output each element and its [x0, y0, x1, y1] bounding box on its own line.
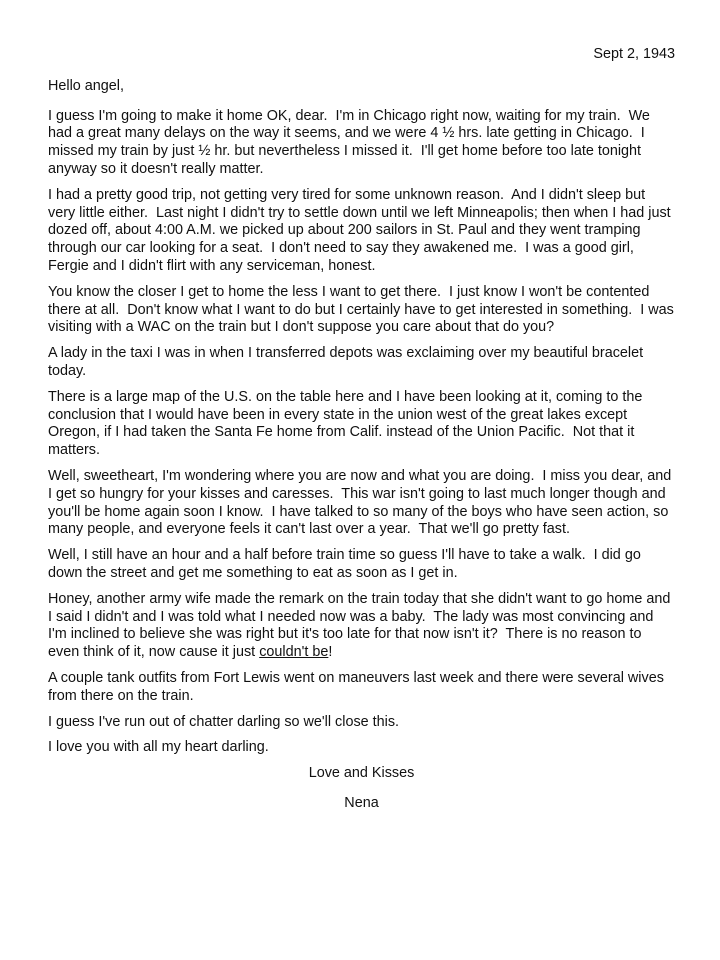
paragraph: I guess I've run out of chatter darling so we'll close this.: [48, 713, 400, 730]
paragraph-text: Honey, another army wife made the remark on the train today that she didn't want to go home and I said I didn't and I was told what I needed now was a baby. The lady was most convincing and I'm inclined to believe she was right but it's too late for that now isn't it? There is no reason to even think of it, now cause it just: [48, 590, 675, 661]
paragraph: Well, I still have an hour and a half before train time so guess I'll have to take a walk. I did go down the street and get me something to eat as soon as I get in.: [48, 547, 645, 581]
letter-date: Sept 2, 1943: [593, 46, 675, 62]
underlined-phrase: couldn't be: [259, 644, 329, 661]
paragraph: I love you with all my heart darling.: [48, 739, 269, 756]
paragraph: You know the closer I get to home the less I want to get there. I just know I won't be contented there at all. Don't know what I want to do but I certainly have to get interested in something. I was visiting with a WAC on the train but I don't suppose you care about that do you?: [48, 283, 678, 336]
paragraph: I had a pretty good trip, not getting very tired for some unknown reason. And I didn't sleep but very little either. Last night I didn't try to settle down until we left Minneapolis; then when I had just dozed off, about 4:00 A.M. we picked up about 200 sailors in St. Paul and they went tramping through our car looking for a seat. I don't need to say they awakened me. I was a good girl, Fergie and I didn't flirt with any serviceman, honest.: [48, 186, 675, 274]
paragraph: Well, sweetheart, I'm wondering where you are now and what you are doing. I miss you dear, and I get so hungry for your kisses and caresses. This war isn't going to last much longer though and you'll be home again soon I know. I have talked to so many of the boys who have seen action, so many people, and everyone feels it can't last over a year. That we'll go pretty fast.: [48, 467, 676, 538]
closing: Love and Kisses: [308, 765, 415, 782]
salutation: Hello angel,: [48, 77, 125, 94]
paragraph: [48, 591, 675, 662]
paragraph: There is a large map of the U.S. on the table here and I have been looking at it, coming to the conclusion that I would have been in every state in the union west of the great lakes except Oregon, if I had taken the Santa Fe home from Calif. instead of the Union Pacific. Not that it matters.: [48, 388, 647, 459]
signature: Nena: [344, 794, 379, 811]
paragraph: A couple tank outfits from Fort Lewis went on maneuvers last week and there were several wives from there on the train.: [48, 669, 668, 704]
paragraph: I guess I'm going to make it home OK, dear. I'm in Chicago right now, waiting for my train. We had a great many delays on the way it seems, and we were 4 ½ hrs. late getting in Chicago. I missed my train by just ½ hr. but nevertheless I missed it. I'll get home before too late tonight anyway so it doesn't really matter.: [48, 107, 654, 177]
paragraph: A lady in the taxi I was in when I transferred depots was exclaiming over my beautiful bracelet today.: [48, 345, 648, 379]
paragraph-text: !: [328, 644, 333, 661]
